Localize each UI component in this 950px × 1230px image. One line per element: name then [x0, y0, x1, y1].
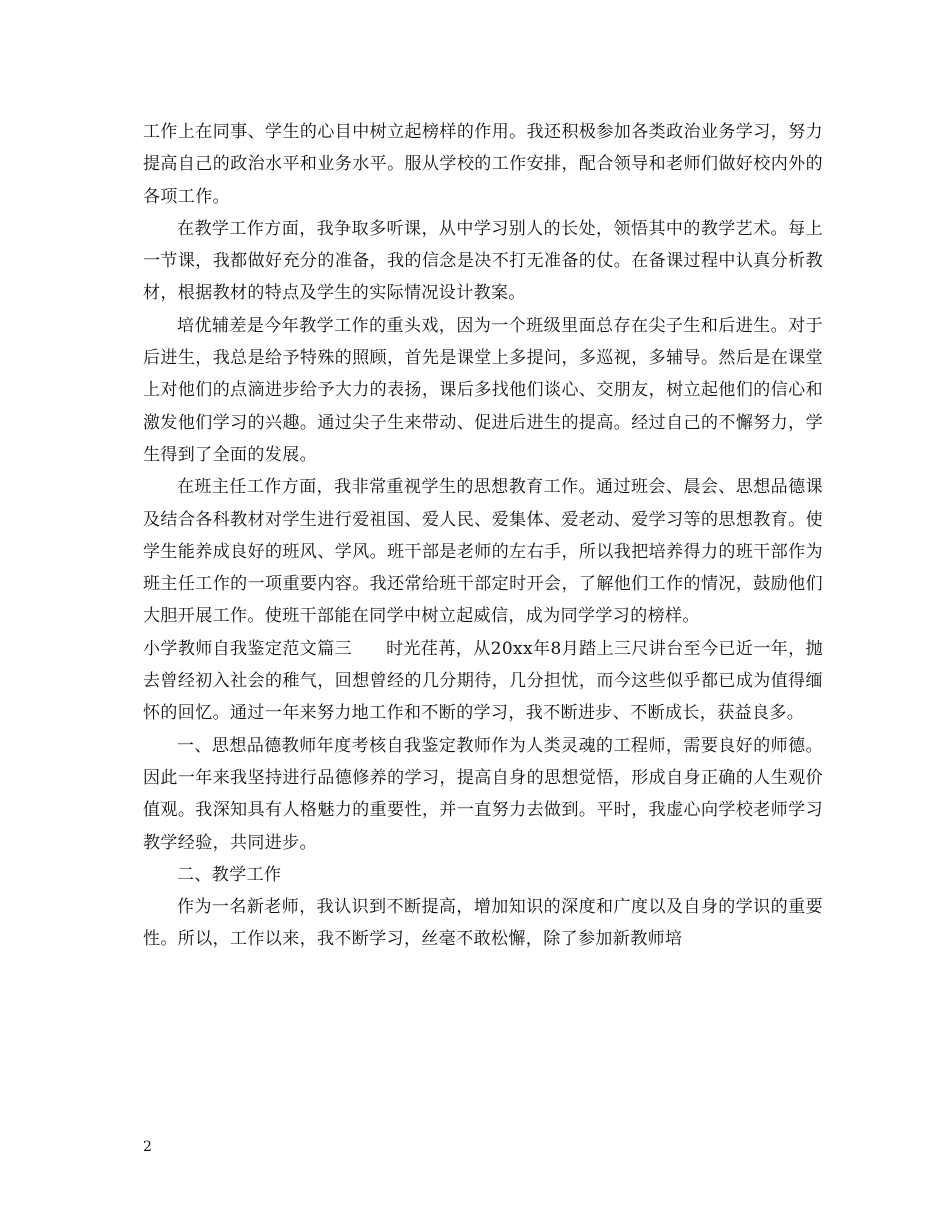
- paragraph-moral-character: 一、思想品德教师年度考核自我鉴定教师作为人类灵魂的工程师，需要良好的师德。因此一年来我坚持进行品德修养的学习，提高自身的思想觉悟，形成自身正确的人生观价值观。我深知具有人格魅力的重要性，并一直努力去做到。平时，我虚心向学校老师学习教学经验，共同进步。: [143, 735, 823, 853]
- section-three-title: 小学教师自我鉴定范文篇三: [143, 638, 353, 659]
- paragraph-new-teacher: 作为一名新老师，我认识到不断提高，增加知识的深度和广度以及自身的学识的重要性。所以，工作以来，我不断学习，丝毫不敢松懈，除了参加新教师培: [143, 897, 823, 950]
- document-body: [143, 116, 823, 956]
- paragraph-class-teacher: 在班主任工作方面，我非常重视学生的思想教育工作。通过班会、晨会、思想品德课及结合各科教材对学生进行爱祖国、爱人民、爱集体、爱老动、爱学习等的思想教育。使学生能养成良好的班风、学风。班干部是老师的左右手，所以我把培养得力的班干部作为班主任工作的一项重要内容。我还常给班干部定时开会，了解他们工作的情况，鼓励他们大胆开展工作。使班干部能在同学中树立起威信，成为同学学习的榜样。: [143, 477, 823, 627]
- paragraph-tutoring: 培优辅差是今年教学工作的重头戏，因为一个班级里面总存在尖子生和后进生。对于后进生，我总是给予特殊的照顾，首先是课堂上多提问，多巡视，多辅导。然后是在课堂上对他们的点滴进步给予大力的表扬，课后多找他们谈心、交朋友，树立起他们的信心和激发他们学习的兴趣。通过尖子生来带动、促进后进生的提高。经过自己的不懈努力，学生得到了全面的发展。: [143, 315, 823, 465]
- page-number: 2: [143, 1139, 152, 1155]
- section-three-text: 时光荏苒，从20xx年8月踏上三尺讲台至今已近一年，抛去曾经初入社会的稚气，回想曾经的几分期待，几分担忧，而今这些似乎都已成为值得缅怀的回忆。通过一年来努力地工作和不断的学习，我不断进步、不断成长，获益良多。: [143, 638, 823, 724]
- paragraph-teaching-work: 在教学工作方面，我争取多听课，从中学习别人的长处，领悟其中的教学艺术。每上一节课，我都做好充分的准备，我的信念是决不打无准备的仗。在备课过程中认真分析教材，根据教材的特点及学生的实际情况设计教案。: [143, 218, 823, 304]
- paragraph-continuation: 工作上在同事、学生的心目中树立起榜样的作用。我还积极参加各类政治业务学习，努力提高自己的政治水平和业务水平。服从学校的工作安排，配合领导和老师们做好校内外的各项工作。: [143, 122, 823, 207]
- paragraph-section-three: [143, 633, 823, 730]
- heading-teaching-work: 二、教学工作: [177, 864, 282, 885]
